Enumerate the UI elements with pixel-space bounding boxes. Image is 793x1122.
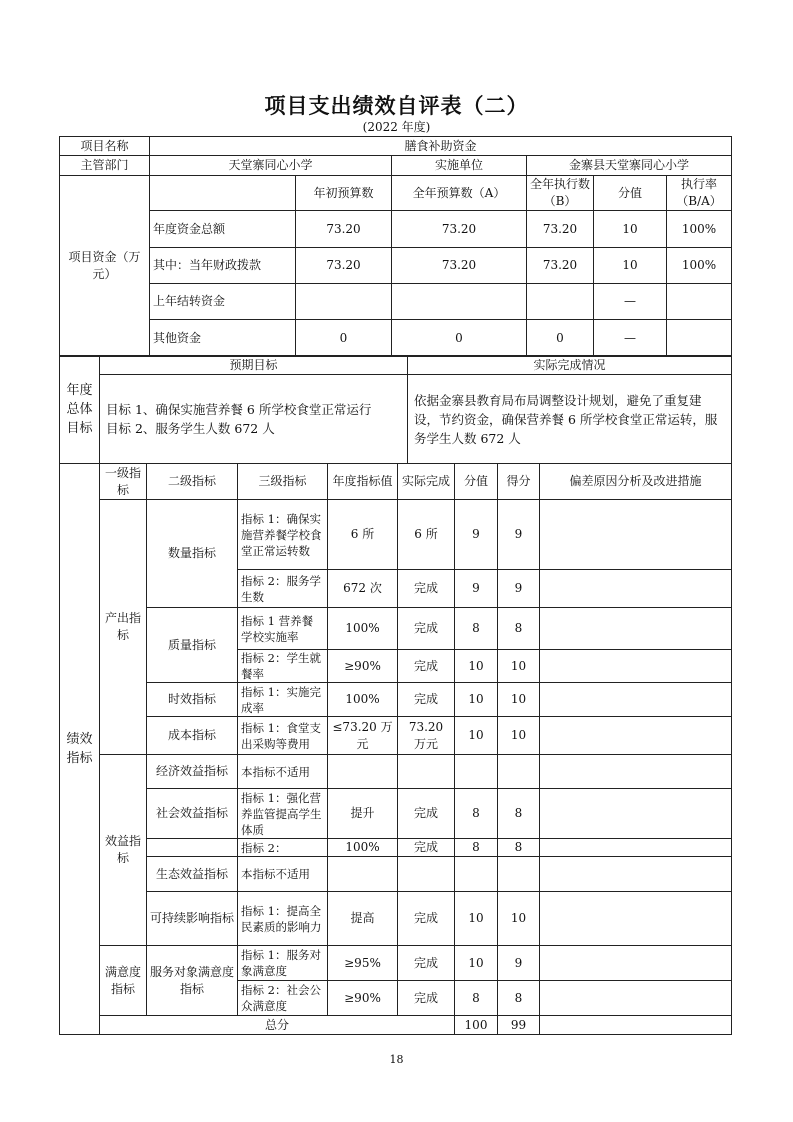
funds-cell: 0	[527, 320, 594, 357]
deviation-note	[540, 946, 732, 981]
funds-cell	[667, 284, 732, 320]
l3-indicator: 本指标不适用	[238, 755, 328, 789]
funds-header: 执行率（B/A）	[667, 176, 732, 211]
l3-indicator: 指标 1：实施完成率	[238, 683, 328, 717]
perf-header: 一级指标	[100, 464, 147, 500]
l3-indicator: 指标 1 营养餐学校实施率	[238, 608, 328, 650]
project-name-label: 项目名称	[60, 137, 150, 156]
deviation-note	[540, 500, 732, 570]
goals-label: 年度总体目标	[60, 356, 100, 464]
score-value: 8	[455, 789, 498, 839]
actual-value: 73.20 万元	[398, 717, 455, 755]
perf-header: 三级指标	[238, 464, 328, 500]
funds-header: 全年预算数（A）	[392, 176, 527, 211]
page-title: 项目支出绩效自评表（二）	[264, 94, 529, 118]
funds-cell: 73.20	[527, 211, 594, 248]
l3-indicator: 本指标不适用	[238, 857, 328, 892]
funds-cell: 73.20	[392, 248, 527, 284]
actual-value: 完成	[398, 839, 455, 857]
goal-line: 目标 1、确保实施营养餐 6 所学校食堂正常运行	[106, 402, 372, 417]
funds-cell: 10	[594, 211, 667, 248]
funds-cell: 10	[594, 248, 667, 284]
deviation-note	[540, 981, 732, 1016]
funds-row-label: 年度资金总额	[150, 211, 296, 248]
unit-label: 实施单位	[392, 156, 527, 176]
l3-indicator: 指标 2：社会公众满意度	[238, 981, 328, 1016]
l2-quantity: 数量指标	[147, 500, 238, 608]
report-year: (2022 年度)	[362, 120, 431, 134]
target-value: 100%	[328, 608, 398, 650]
l3-indicator: 指标 2：服务学生数	[238, 570, 328, 608]
l2-ecological: 生态效益指标	[147, 857, 238, 892]
perf-label: 绩效指标	[60, 464, 100, 1035]
target-value	[328, 857, 398, 892]
perf-header: 偏差原因分析及改进措施	[540, 464, 732, 500]
funds-cell	[296, 284, 392, 320]
unit-value: 金寨县天堂寨同心小学	[527, 156, 732, 176]
l2-economic: 经济效益指标	[147, 755, 238, 789]
score-value	[455, 755, 498, 789]
deviation-note	[540, 789, 732, 839]
l2-sustainable: 可持续影响指标	[147, 892, 238, 946]
expected-goals-header: 预期目标	[100, 356, 408, 375]
target-value: ≤73.20 万元	[328, 717, 398, 755]
funds-header: 全年执行数（B）	[527, 176, 594, 211]
score-value	[455, 857, 498, 892]
funds-cell	[667, 320, 732, 357]
funds-cell	[392, 284, 527, 320]
funds-header: 分值	[594, 176, 667, 211]
funds-cell	[527, 284, 594, 320]
funds-cell: 0	[392, 320, 527, 357]
score-value: 8	[455, 981, 498, 1016]
target-value: 100%	[328, 839, 398, 857]
deviation-note	[540, 839, 732, 857]
l3-indicator: 指标 1：服务对象满意度	[238, 946, 328, 981]
funds-cell: 73.20	[296, 248, 392, 284]
deviation-note	[540, 717, 732, 755]
actual-value: 完成	[398, 650, 455, 683]
funds-cell: 73.20	[392, 211, 527, 248]
target-value: 提升	[328, 789, 398, 839]
got-value: 10	[498, 717, 540, 755]
score-value: 10	[455, 946, 498, 981]
l2-social: 社会效益指标	[147, 789, 238, 839]
actual-value	[398, 755, 455, 789]
target-value: 提高	[328, 892, 398, 946]
got-value: 8	[498, 839, 540, 857]
l3-indicator: 指标 1：确保实施营养餐学校食堂正常运转数	[238, 500, 328, 570]
target-value: ≥90%	[328, 981, 398, 1016]
got-value: 10	[498, 650, 540, 683]
actual-value: 完成	[398, 789, 455, 839]
funds-cell: 73.20	[296, 211, 392, 248]
l1-output: 产出指标	[100, 500, 147, 755]
dept-label: 主管部门	[60, 156, 150, 176]
l2-timeliness: 时效指标	[147, 683, 238, 717]
funds-cell: —	[594, 320, 667, 357]
l3-indicator: 指标 1：食堂支出采购等费用	[238, 717, 328, 755]
deviation-note	[540, 683, 732, 717]
score-value: 10	[455, 683, 498, 717]
funds-cell: 73.20	[527, 248, 594, 284]
score-value: 10	[455, 717, 498, 755]
got-value: 9	[498, 946, 540, 981]
l3-indicator: 指标 2：学生就餐率	[238, 650, 328, 683]
funds-cell: 0	[296, 320, 392, 357]
target-value: 100%	[328, 683, 398, 717]
funds-cell: 100%	[667, 248, 732, 284]
page-number: 18	[389, 1053, 404, 1066]
got-value	[498, 857, 540, 892]
actual-result: 依据金寨县教育局布局调整设计规划，避免了重复建设，节约资金，确保营养餐 6 所学校食堂正常运转，服务学生人数 672 人	[408, 375, 732, 464]
l3-indicator: 指标 1：强化营养监管提高学生体质	[238, 789, 328, 839]
got-value: 9	[498, 570, 540, 608]
funds-row-label: 其中：当年财政拨款	[150, 248, 296, 284]
perf-header: 得分	[498, 464, 540, 500]
goal-line: 目标 2、服务学生人数 672 人	[106, 421, 275, 436]
got-value: 10	[498, 892, 540, 946]
total-score: 100	[455, 1016, 498, 1035]
funds-label: 项目资金（万元）	[60, 176, 150, 357]
deviation-note	[540, 857, 732, 892]
l3-indicator: 指标 1：提高全民素质的影响力	[238, 892, 328, 946]
target-value: 6 所	[328, 500, 398, 570]
score-value: 8	[455, 839, 498, 857]
score-value: 9	[455, 570, 498, 608]
got-value	[498, 755, 540, 789]
funds-cell: —	[594, 284, 667, 320]
target-value: ≥90%	[328, 650, 398, 683]
actual-value	[398, 857, 455, 892]
actual-value: 完成	[398, 683, 455, 717]
total-label: 总分	[100, 1016, 455, 1035]
l2-cost: 成本指标	[147, 717, 238, 755]
actual-value: 6 所	[398, 500, 455, 570]
funds-cell: 100%	[667, 211, 732, 248]
l3-indicator: 指标 2：	[238, 839, 328, 857]
deviation-note	[540, 570, 732, 608]
l2-service-satisfaction: 服务对象满意度指标	[147, 946, 238, 1016]
perf-header: 年度指标值	[328, 464, 398, 500]
target-value: ≥95%	[328, 946, 398, 981]
l1-satisfaction: 满意度指标	[100, 946, 147, 1016]
funds-row-label: 上年结转资金	[150, 284, 296, 320]
dept-value: 天堂寨同心小学	[150, 156, 392, 176]
perf-header: 二级指标	[147, 464, 238, 500]
funds-row-label: 其他资金	[150, 320, 296, 357]
actual-value: 完成	[398, 946, 455, 981]
got-value: 9	[498, 500, 540, 570]
score-value: 8	[455, 608, 498, 650]
actual-value: 完成	[398, 981, 455, 1016]
deviation-note	[540, 650, 732, 683]
total-got: 99	[498, 1016, 540, 1035]
score-value: 9	[455, 500, 498, 570]
target-value: 672 次	[328, 570, 398, 608]
score-value: 10	[455, 650, 498, 683]
perf-header: 实际完成	[398, 464, 455, 500]
actual-value: 完成	[398, 608, 455, 650]
got-value: 10	[498, 683, 540, 717]
performance-table	[59, 463, 732, 1035]
l2-quality: 质量指标	[147, 608, 238, 683]
score-value: 10	[455, 892, 498, 946]
got-value: 8	[498, 981, 540, 1016]
got-value: 8	[498, 789, 540, 839]
annual-goals-table	[59, 355, 732, 464]
target-value	[328, 755, 398, 789]
l1-benefit: 效益指标	[100, 755, 147, 946]
deviation-note	[540, 608, 732, 650]
expected-goals	[100, 375, 408, 464]
deviation-note	[540, 892, 732, 946]
actual-value: 完成	[398, 570, 455, 608]
deviation-note	[540, 755, 732, 789]
got-value: 8	[498, 608, 540, 650]
actual-goals-header: 实际完成情况	[408, 356, 732, 375]
perf-header: 分值	[455, 464, 498, 500]
funds-header: 年初预算数	[296, 176, 392, 211]
actual-value: 完成	[398, 892, 455, 946]
project-name-value: 膳食补助资金	[150, 137, 732, 156]
project-info-table	[59, 136, 732, 357]
